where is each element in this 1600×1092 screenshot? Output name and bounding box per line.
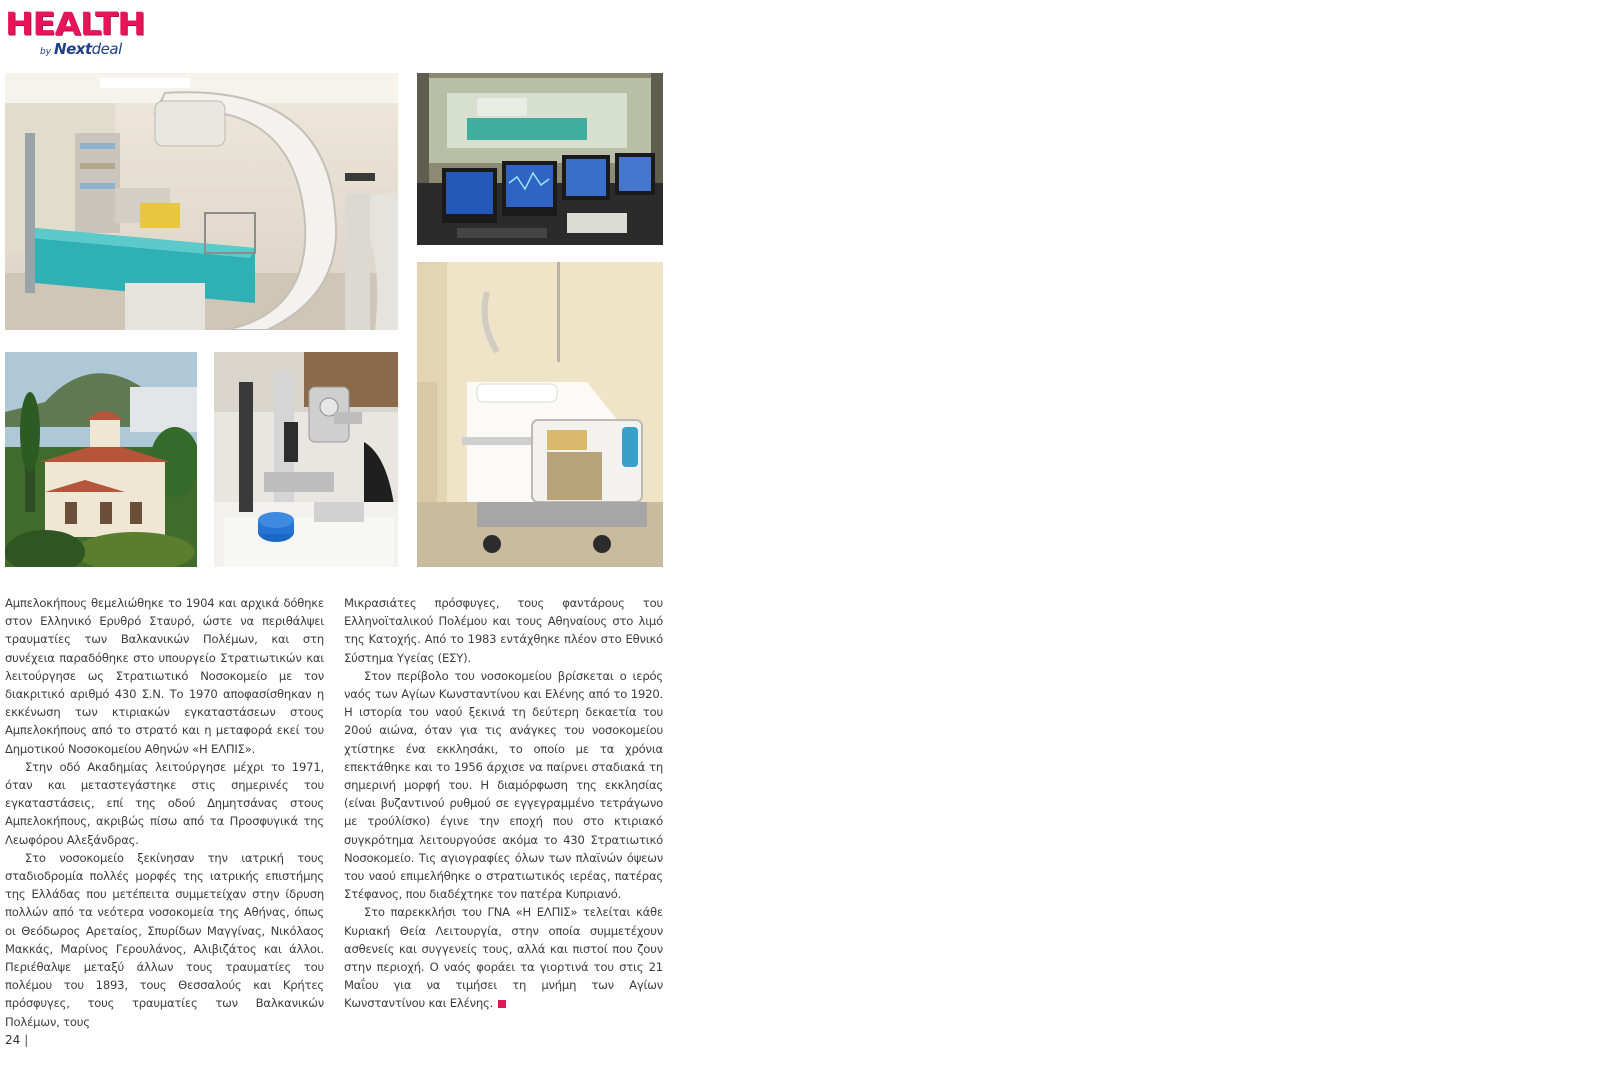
hospital-bed-photo (417, 262, 663, 567)
article-column-2 (344, 594, 663, 1013)
article-paragraph-text: Στο παρεκκλήσι του ΓΝΑ «Η ΕΛΠΙΣ» τελείται κάθε Κυριακή Θεία Λειτουργία, στην οποία συμμετέχουν ασθενείς και συγγενείς τους, αλλά και πιστοί που ζουν στην περιοχή. Ο ναός φοράει τα γιορτινά του στις 21 Μαΐου για να τιμήσει τη μνήμη των Αγίων Κωνσταντίνου και Ελένης. (344, 905, 663, 1011)
logo-publisher (40, 39, 122, 62)
article-paragraph: Στον περίβολο του νοσοκομείου βρίσκεται ο ιερός ναός των Αγίων Κωνσταντίνου και Ελένης από το 1920. Η ιστορία του ναού ξεκινά τη δεύτερη δεκαετία του 20ού αιώνα, όταν για τις ανάγκες του νοσοκομείου χτίστηκε ένα εκκλησάκι, το οποίο με τα χρόνια επεκτάθηκε και το 1956 άρχισε να παίρνει σταδιακά τη σημερινή μορφή του. Η διαμόρφωση της εκκλησίας (είναι βυζαντινού ρυθμού σε εγγεγραμμένο τετράγωνο με τρούλίσκο) έγινε την εποχή που στο κτιριακό συγκρότημα λειτουργούσε ακόμα το 430 Στρατιωτικό Νοσοκομείο. Τις αγιογραφίες όλων των πλαϊνών όψεων του ναού επιμελήθηκε ο στρατιωτικός ιερέας, πατέρας Στέφανος, που διαδέχτηκε τον πατέρα Κυπριανό. (344, 668, 663, 902)
article-paragraph: Στην οδό Ακαδημίας λειτούργησε μέχρι το 1971, όταν και μεταστεγάστηκε στις σημερινές του εγκαταστάσεις, επί της οδού Δημητσάνας στους Αμπελοκήπους, ακριβώς πίσω από τα Προσφυγικά της Λεωφόρου Αλεξάνδρας. (5, 759, 324, 847)
end-of-article-mark (498, 1000, 506, 1008)
health-by-nextdeal-logo (5, 6, 145, 60)
logo-health-wordmark: HEALTH (5, 6, 145, 43)
page-number: 24 (5, 1033, 21, 1047)
article-paragraph: Αμπελοκήπους θεμελιώθηκε το 1904 και αρχικά δόθηκε στον Ελληνικό Ερυθρό Σταυρό, ώστε να περιθάλψει τραυματίες των Βαλκανικών Πολέμων, και στη συνέχεια παραδόθηκε στο υπουργείο Στρατιωτικών και λειτούργησε ως Στρατιωτικό Νοσοκομείο με τον διακριτικό αριθμό 430 Σ.Ν. Το 1970 αποφασίσθηκαν η εκκένωση των κτιριακών εγκαταστάσεων στους Αμπελοκήπους από το στρατό και η μεταφορά εκεί του Δημοτικού Νοσοκομείου Αθηνών «Η ΕΛΠΙΣ». (5, 596, 324, 756)
ophthalmic-microscope-photo (214, 352, 398, 567)
article-column-1 (5, 594, 324, 1031)
logo-next-text: Next (54, 40, 92, 58)
article-paragraph: Στο νοσοκομείο ξεκίνησαν την ιατρική τους σταδιοδρομία πολλές μορφές της ιατρικής επιστήμης της Ελλάδας που μετέπειτα συμμετείχαν στην ίδρυση πολλών από τα νεότερα νοσοκομεία της Αθήνας, όπως οι Θεόδωρος Αρεταίος, Σπυρίδων Μαγγίνας, Νικόλαος Μακκάς, Μαρίνος Γερουλάνος, Αλιβιζάτος και άλλοι. Περιέθαλψε μεταξύ άλλων τους τραυματίες του πολέμου του 1893, τους Θεσσαλούς και Κρήτες πρόσφυγες, τους τραυματίες των Βαλκανικών Πολέμων, τους (5, 850, 324, 1029)
article-paragraph: Μικρασιάτες πρόσφυγες, τους φαντάρους του Ελληνοϊταλικού Πολέμου και τους Αθηναίους στο λιμό της Κατοχής. Από το 1983 εντάχθηκε πλέον στο Εθνικό Σύστημα Υγείας (ΕΣΥ). (344, 596, 663, 665)
article-paragraph-last (344, 903, 663, 1012)
control-room-monitors-photo (417, 73, 663, 245)
logo-deal-text: deal (91, 40, 122, 58)
angiography-suite-photo (5, 73, 398, 330)
folio-separator: | (24, 1033, 29, 1047)
page-folio (5, 1033, 28, 1047)
byzantine-church-photo (5, 352, 197, 567)
logo-by-text: by (40, 47, 52, 57)
